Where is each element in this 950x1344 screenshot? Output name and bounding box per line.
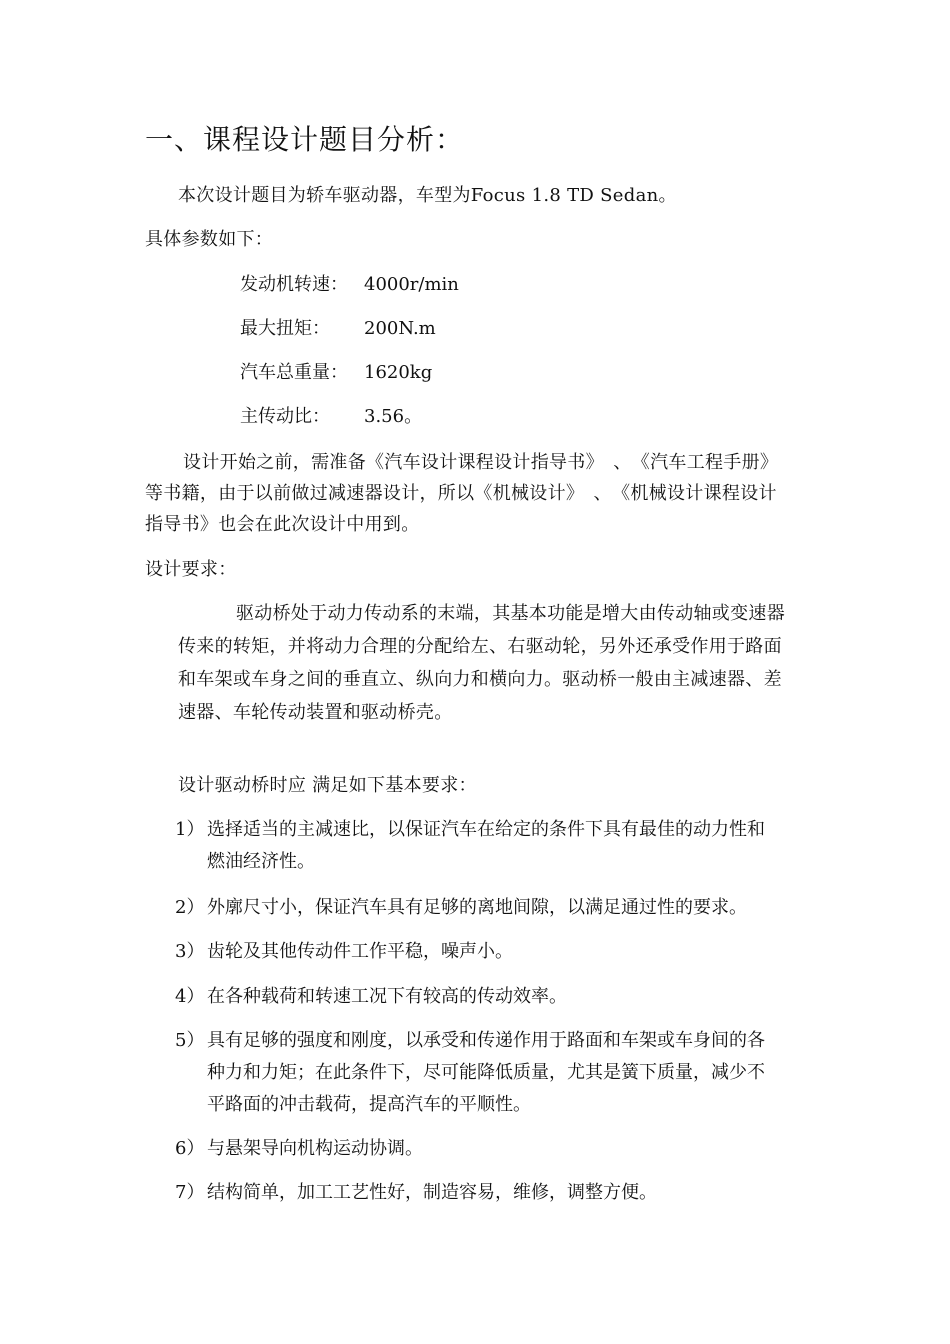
prep-line: 指导书》也会在此次设计中用到。 <box>145 514 420 535</box>
requirement-item <box>175 1025 815 1121</box>
param-value: 200N.m <box>364 318 436 339</box>
param-key: 发动机转速： <box>240 274 348 295</box>
requirement-text: 与悬架导向机构运动协调。 <box>207 1138 423 1159</box>
param-value: 4000r/min <box>364 274 459 295</box>
requirement-text: 结构简单，加工工艺性好，制造容易，维修，调整方便。 <box>207 1182 657 1203</box>
requirement-item <box>175 1177 815 1209</box>
requirement-text: 外廓尺寸小，保证汽车具有足够的离地间隙，以满足通过性的要求。 <box>207 897 747 918</box>
requirement-number: 7） <box>175 1182 205 1203</box>
requirement-item <box>175 936 815 968</box>
requirement-text: 种力和力矩；在此条件下，尽可能降低质量，尤其是簧下质量，减少不 <box>207 1062 765 1083</box>
requirement-text: 选择适当的主减速比，以保证汽车在给定的条件下具有最佳的动力性和 <box>207 819 765 840</box>
requirement-item <box>175 1133 815 1165</box>
param-key: 主传动比： <box>240 406 330 427</box>
requirement-text: 在各种载荷和转速工况下有较高的传动效率。 <box>207 986 567 1007</box>
prep-line: 等书籍，由于以前做过减速器设计，所以《机械设计》 、 《机械设计课程设计 <box>145 483 777 504</box>
param-key: 最大扭矩： <box>240 318 330 339</box>
requirement-text: 平路面的冲击载荷，提高汽车的平顺性。 <box>207 1094 531 1115</box>
section-heading: 一、课程设计题目分析： <box>145 123 465 156</box>
requirement-number: 2） <box>175 897 205 918</box>
param-key: 汽车总重量： <box>240 362 348 383</box>
requirements-intro: 设计驱动桥时应 满足如下基本要求： <box>178 775 477 796</box>
description-line: 和车架或车身之间的垂直立、纵向力和横向力。驱动桥一般由主减速器、差 <box>178 669 782 690</box>
requirement-number: 4） <box>175 986 205 1007</box>
description-line: 速器、车轮传动装置和驱动桥壳。 <box>178 702 453 723</box>
description-line: 驱动桥处于动力传动系的末端，其基本功能是增大由传动轴或变速器 <box>236 603 785 624</box>
requirement-item <box>175 981 815 1013</box>
requirement-number: 6） <box>175 1138 205 1159</box>
params-label: 具体参数如下： <box>145 229 274 250</box>
requirement-number: 5） <box>175 1030 205 1051</box>
requirement-number: 1） <box>175 819 205 840</box>
requirement-text: 具有足够的强度和刚度，以承受和传递作用于路面和车架或车身间的各 <box>207 1030 765 1051</box>
requirement-number: 3） <box>175 941 205 962</box>
requirements-label: 设计要求： <box>145 559 237 580</box>
requirement-text: 齿轮及其他传动件工作平稳，噪声小。 <box>207 941 513 962</box>
prep-line: 设计开始之前，需准备《汽车设计课程设计指导书》 、 《汽车工程手册》 <box>183 452 779 473</box>
param-value: 1620kg <box>364 362 433 383</box>
intro-paragraph: 本次设计题目为轿车驱动器，车型为Focus 1.8 TD Sedan。 <box>178 185 677 206</box>
description-line: 传来的转矩，并将动力合理的分配给左、右驱动轮，另外还承受作用于路面 <box>178 636 782 657</box>
requirement-text: 燃油经济性。 <box>207 851 315 872</box>
requirement-item <box>175 814 815 878</box>
requirement-item <box>175 892 815 924</box>
param-value: 3.56。 <box>364 406 423 427</box>
